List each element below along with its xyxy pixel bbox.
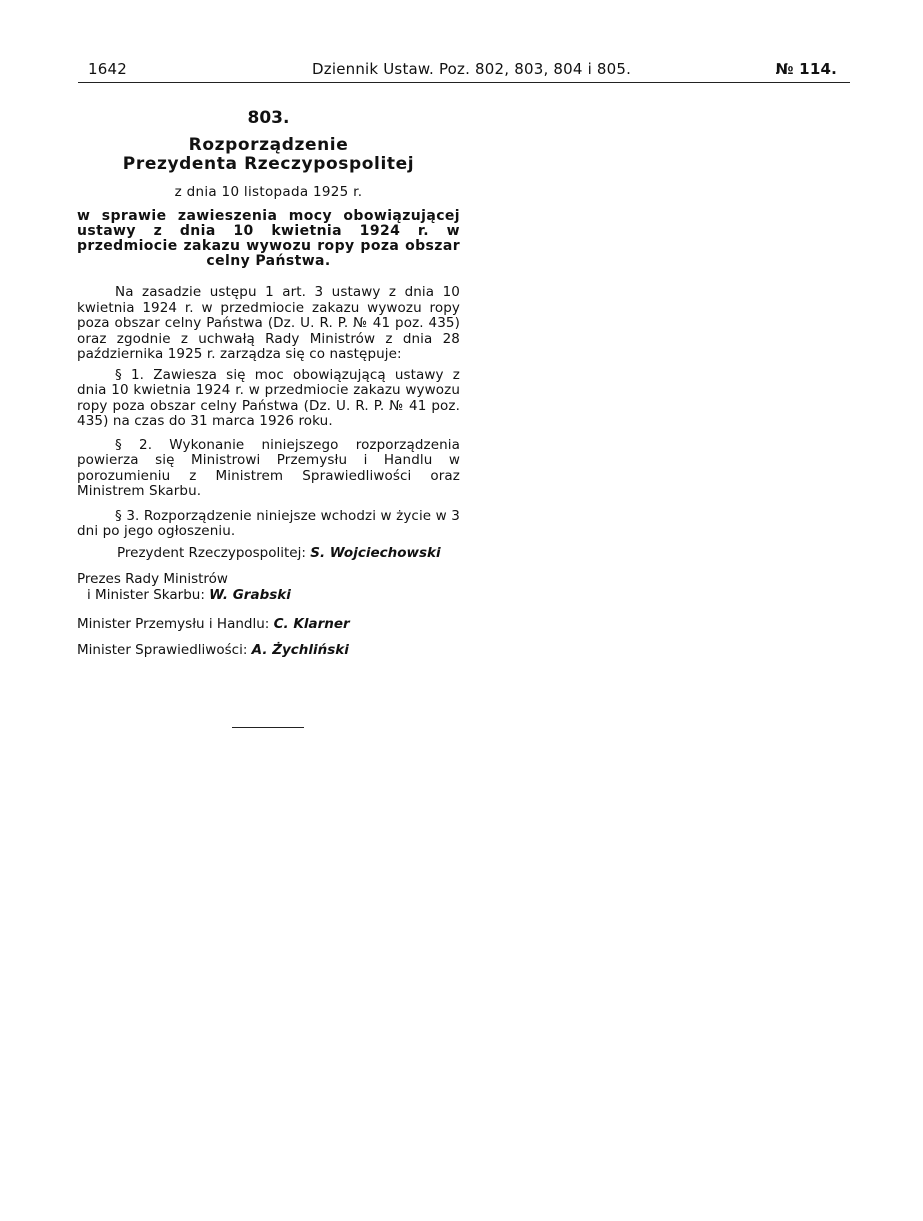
act-type: [77, 136, 460, 174]
end-divider: [232, 727, 304, 728]
signature-justice: [77, 643, 460, 659]
section-3: § 3. Rozporządzenie niniejsze wchodzi w życie w 3 dni po jego ogłoszeniu.: [77, 507, 460, 539]
act-column: [77, 108, 460, 658]
issue-number: № 114.: [775, 60, 837, 78]
president-name: S. Wojciechowski: [310, 544, 441, 561]
justice-title: Minister Sprawiedliwości:: [77, 641, 248, 658]
signature-prime: [77, 588, 460, 604]
signature-prime-title: Prezes Rady Ministrów: [77, 571, 228, 587]
section-2: § 2. Wykonanie niniejszego rozporządzenia powierza się Ministrowi Przemysłu i Handlu w porozumieniu z Ministrem Sprawiedliwości oraz Ministrem Skarbu.: [77, 436, 460, 499]
section-1: § 1. Zawiesza się moc obowiązującą ustawy z dnia 10 kwietnia 1924 r. w przedmiocie zakazu wywozu ropy poza obszar celny Państwa (Dz. U. R. P. № 41 poz. 435) na czas do 31 marca 1926 roku.: [77, 366, 460, 429]
act-type-line2: Prezydenta Rzeczypospolitej: [122, 154, 415, 174]
act-type-line1: Rozporządzenie: [188, 135, 349, 155]
president-title: Prezydent Rzeczypospolitej:: [117, 544, 306, 561]
industry-title: Minister Przemysłu i Handlu:: [77, 616, 270, 632]
act-date: z dnia 10 listopada 1925 r.: [174, 184, 363, 200]
page-number: 1642: [88, 60, 127, 78]
justice-name: A. Żychliński: [251, 641, 349, 658]
signature-president: [77, 546, 460, 562]
journal-title: Dziennik Ustaw. Poz. 802, 803, 804 i 805.: [312, 60, 632, 78]
act-number: 803.: [247, 108, 290, 128]
act-preamble: Na zasadzie ustępu 1 art. 3 ustawy z dnia 10 kwietnia 1924 r. w przedmiocie zakazu wywozu ropy poza obszar celny Państwa (Dz. U. R. P. № 41 poz. 435) oraz zgodnie z uchwałą Rady Ministrów z dnia 28 października 1925 r. zarządza się co następuje:: [77, 284, 460, 362]
signatures-block: [77, 546, 460, 659]
act-subject: w sprawie zawieszenia mocy obowiązującej ustawy z dnia 10 kwietnia 1924 r. w przedmiocie zakazu wywozu ropy poza obszar celny Państwa.: [77, 208, 460, 269]
prime-name: W. Grabski: [209, 586, 291, 603]
industry-name: C. Klarner: [273, 616, 350, 632]
prime-title: i Minister Skarbu:: [87, 586, 205, 603]
header-divider: [78, 82, 850, 83]
page-header: [88, 60, 837, 82]
signature-industry: [77, 617, 460, 633]
